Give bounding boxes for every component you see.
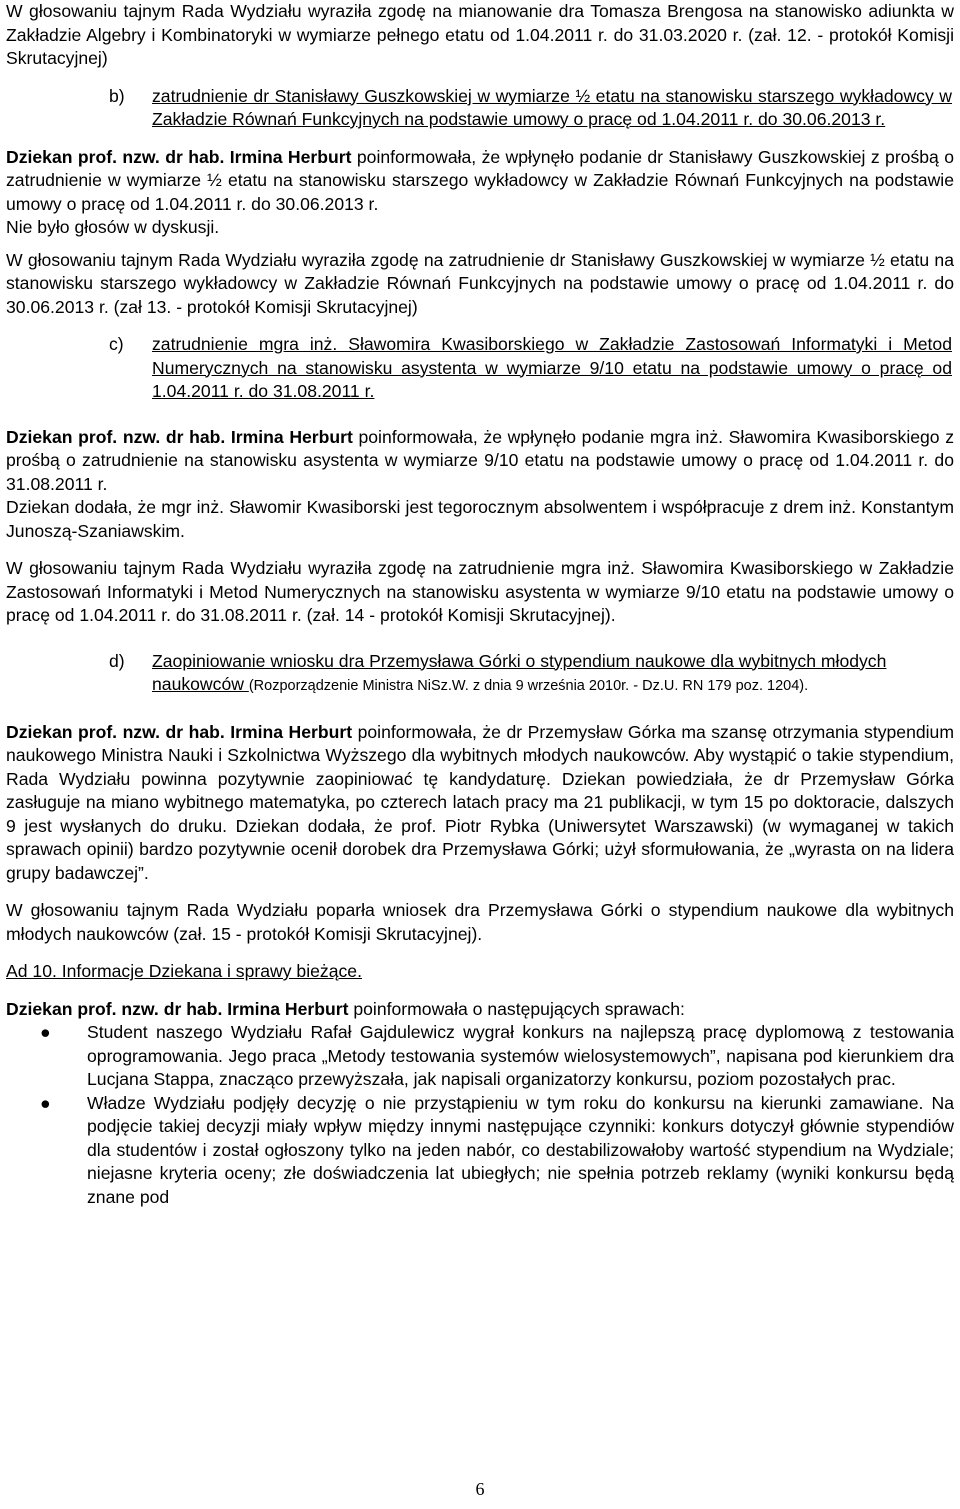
agenda-item-c bbox=[6, 333, 954, 404]
list-item: ● Władze Wydziału podjęły decyzję o nie przystąpieniu w tym roku do konkursu na kierunki zamawiane. Na podjęcie takiej decyzji miały wpływ między innymi następujące czynniki: konkurs dotyczył głównie stypendiów dla studentów i został ogłoszony tylko na jeden nabór, co destabilizowałoby wartość stypendium na Wydziale; niejasne kryteria oceny; złe doświadczenia lat ubiegłych; nie spełnia potrzeb reklamy (wyniki konkursu będą znane pod bbox=[40, 1092, 954, 1207]
dean-name: Dziekan prof. nzw. dr hab. Irmina Herburt bbox=[6, 426, 353, 447]
page-number: 6 bbox=[475, 1479, 485, 1499]
paragraph-dean-gorka: Dziekan prof. nzw. dr hab. Irmina Herburt poinformowała, że dr Przemysław Górka ma szansę otrzymania stypendium naukowego Ministra Nauki i Szkolnictwa Wyższego dla wybitnych młodych naukowców. Aby wystąpić o takie stypendium, Rada Wydziału powinna pozytywnie zaopiniować tę kandydaturę. Dziekan powiedziała, że dr Przemysław Górka zasługuje na miano wybitnego matematyka, po czterech latach pracy ma 21 publikacji, w tym 15 po doktoracie, dalszych 9 jest wysłanych do druku. Dziekan dodała, że prof. Piotr Rybka (Uniwersytet Warszawski) (w wymaganej w takich sprawach opinii) bardzo pozytywnie ocenił dorobek dra Przemysława Górki; użył sformułowania, że „wyrasta on na lidera grupy badawczej”. bbox=[6, 721, 954, 883]
item-label: c) bbox=[109, 334, 124, 354]
agenda-item-b bbox=[6, 85, 954, 132]
item-label: d) bbox=[109, 650, 125, 671]
item-label: b) bbox=[109, 85, 125, 106]
paragraph-dean-added: Dziekan dodała, że mgr inż. Sławomir Kwasiborski jest tegorocznym absolwentem i współpracuje z drem inż. Konstantym Junoszą-Szaniawskim. bbox=[6, 497, 954, 541]
agenda-item-d bbox=[6, 650, 954, 699]
regulation-note: (Rozporządzenie Ministra NiSz.W. z dnia 9 września 2010r. - Dz.U. RN 179 poz. 1204). bbox=[248, 678, 809, 694]
document-page bbox=[6, 0, 954, 1209]
paragraph-gorka-vote: W głosowaniu tajnym Rada Wydziału poparła wniosek dra Przemysława Górki o stypendium naukowe dla wybitnych młodych naukowców (zał. 15 - protokół Komisji Skrutacyjnej). bbox=[6, 900, 954, 944]
dean-name: Dziekan prof. nzw. dr hab. Irmina Herburt bbox=[6, 721, 353, 742]
paragraph-dean-kwasiborski: Dziekan prof. nzw. dr hab. Irmina Herburt poinformowała, że wpłynęło podanie mgra inż. Sławomira Kwasiborskiego z prośbą o zatrudnienie na stanowisku asystenta w wymiarze 9/10 etatu na podstawie umowy o pracę od 1.04.2011 r. do 31.08.2011 r. bbox=[6, 426, 955, 494]
dean-name: Dziekan prof. nzw. dr hab. Irmina Herburt bbox=[6, 998, 349, 1019]
section-heading: Ad 10. Informacje Dziekana i sprawy bieżące. bbox=[6, 961, 362, 981]
paragraph-kwasiborski-vote: W głosowaniu tajnym Rada Wydziału wyraziła zgodę na zatrudnienie mgra inż. Sławomira Kwasiborskiego w Zakładzie Zastosowań Informatyki i Metod Numerycznych na stanowisku asystenta w wymiarze 9/10 etatu na podstawie umowy o pracę od 1.04.2011 r. do 31.08.2011 r. (zał. 14 - protokół Komisji Skrutacyjnej). bbox=[6, 558, 954, 625]
item-title: Zaopiniowanie wniosku dra Przemysława Górki o stypendium naukowe dla wybitnych młodych naukowców (Rozporządzenie Ministra NiSz.W. z dnia 9 września 2010r. - Dz.U. RN 179 poz. 1204). bbox=[152, 650, 887, 694]
list-item: ● Student naszego Wydziału Rafał Gajdulewicz wygrał konkurs na najlepszą pracę dyplomową z testowania oprogramowania. Jego praca „Metody testowania systemów wielosystemowych”, napisana pod kierunkiem dra Lucjana Stappa, znacząco przewyższała, jak napisali organizatorzy konkursu, poziom pozostałych prac. bbox=[40, 1022, 954, 1089]
paragraph-dean-guszkowska: Dziekan prof. nzw. dr hab. Irmina Herburt poinformowała, że wpłynęło podanie dr Stanisławy Guszkowskiej z prośbą o zatrudnienie w wymiarze ½ etatu na stanowisku starszego wykładowcy w Zakładzie Równań Funkcyjnych na podstawie umowy o pracę od 1.04.2011 r. do 30.06.2013 r. bbox=[6, 146, 955, 214]
item-title: zatrudnienie mgra inż. Sławomira Kwasiborskiego w Zakładzie Zastosowań Informatyki i Metod Numerycznych na stanowisku asystenta w wymiarze 9/10 etatu na podstawie umowy o pracę od 1.04.2011 r. do 31.08.2011 r. bbox=[152, 334, 952, 401]
item-title: zatrudnienie dr Stanisławy Guszkowskiej w wymiarze ½ etatu na stanowisku starszego wykładowcy w Zakładzie Równań Funkcyjnych na podstawie umowy o pracę od 1.04.2011 r. do 30.06.2013 r. bbox=[152, 85, 952, 129]
paragraph-guszkowska-vote: W głosowaniu tajnym Rada Wydziału wyraziła zgodę na zatrudnienie dr Stanisławy Guszkowskiej w wymiarze ½ etatu na stanowisku starszego wykładowcy w Zakładzie Równań Funkcyjnych na podstawie umowy o pracę od 1.04.2011 r. do 30.06.2013 r. (zał 13. - protokół Komisji Skrutacyjnej) bbox=[6, 249, 954, 317]
dean-name: Dziekan prof. nzw. dr hab. Irmina Herburt bbox=[6, 146, 352, 167]
bullet-icon: ● bbox=[40, 1022, 51, 1042]
paragraph-brengos-vote: W głosowaniu tajnym Rada Wydziału wyraziła zgodę na mianowanie dra Tomasza Brengosa na stanowisko adiunkta w Zakładzie Algebry i Kombinatoryki w wymiarze pełnego etatu od 1.04.2011 r. do 31.03.2020 r. (zał. 12. - protokół Komisji Skrutacyjnej) bbox=[6, 1, 954, 68]
info-list bbox=[6, 1021, 954, 1209]
paragraph-no-discussion: Nie było głosów w dyskusji. bbox=[6, 217, 220, 237]
paragraph-dean-info: Dziekan prof. nzw. dr hab. Irmina Herburt poinformowała o następujących sprawach: bbox=[6, 998, 685, 1019]
bullet-icon: ● bbox=[40, 1092, 51, 1113]
